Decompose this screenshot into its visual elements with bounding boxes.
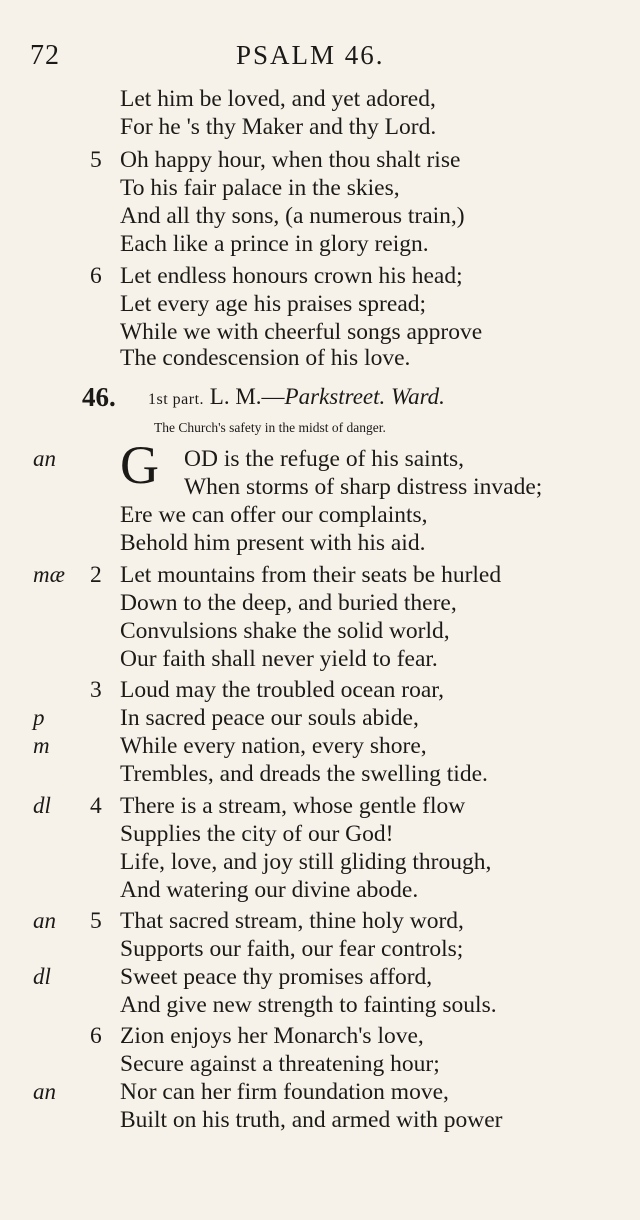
verse-line <box>0 1079 640 1109</box>
hymn-heading <box>0 382 640 416</box>
dynamic-mark: m <box>33 733 50 758</box>
verse-text: Down to the deep, and buried there, <box>120 590 457 616</box>
verse-text: Supplies the city of our God! <box>120 821 394 847</box>
verse-line <box>0 231 640 261</box>
verse-line <box>0 147 640 177</box>
verse-text: The condescension of his love. <box>120 345 411 371</box>
verse-line <box>0 793 640 823</box>
verse-line <box>0 936 640 966</box>
verse-text: Our faith shall never yield to fear. <box>120 646 438 672</box>
verse-line <box>0 1023 640 1053</box>
verse-line <box>0 964 640 994</box>
verse-line <box>0 446 640 476</box>
verse-line <box>0 345 640 375</box>
verse-line <box>0 114 640 144</box>
stanza-number: 2 <box>90 562 102 588</box>
stanza-number: 4 <box>90 793 102 819</box>
verse-text: To his fair palace in the skies, <box>120 175 400 201</box>
verse-text: Behold him present with his aid. <box>120 530 426 556</box>
verse-line <box>0 562 640 592</box>
verse-text: There is a stream, whose gentle flow <box>120 793 466 819</box>
verse-text: That sacred stream, thine holy word, <box>120 908 464 934</box>
dynamic-mark: mæ <box>33 562 65 587</box>
stanza-number: 5 <box>90 908 102 934</box>
dynamic-mark: dl <box>33 793 51 818</box>
hymn-tune: Parkstreet. <box>284 384 386 409</box>
verse-line <box>0 291 640 321</box>
verse-line <box>0 1051 640 1081</box>
verse-text: OD is the refuge of his saints, <box>184 446 464 472</box>
verse-line <box>0 821 640 851</box>
verse-line <box>0 590 640 620</box>
verse-text: Life, love, and joy still gliding through, <box>120 849 492 875</box>
verse-line <box>0 1107 640 1137</box>
stanza-number: 6 <box>90 263 102 289</box>
verse-text: For he 's thy Maker and thy Lord. <box>120 114 437 140</box>
verse-text: Let him be loved, and yet adored, <box>120 86 436 112</box>
verse-text: While every nation, every shore, <box>120 733 427 759</box>
verse-line <box>0 530 640 560</box>
verse-line <box>0 849 640 879</box>
verse-line <box>0 203 640 233</box>
verse-text: Ere we can offer our complaints, <box>120 502 428 528</box>
page-number: 72 <box>30 40 60 71</box>
verse-text: Loud may the troubled ocean roar, <box>120 677 445 703</box>
stanza-number: 5 <box>90 147 102 173</box>
verse-line <box>0 502 640 532</box>
running-title: PSALM 46. <box>236 40 385 70</box>
dynamic-mark: dl <box>33 964 51 989</box>
stanza-number: 3 <box>90 677 102 703</box>
verse-text: When storms of sharp distress invade; <box>184 474 543 500</box>
verse-line <box>0 86 640 116</box>
dynamic-mark: p <box>33 705 45 730</box>
page-header <box>0 40 640 80</box>
verse-text: Nor can her firm foundation move, <box>120 1079 449 1105</box>
verse-text: Oh happy hour, when thou shalt rise <box>120 147 461 173</box>
verse-text: Sweet peace thy promises afford, <box>120 964 433 990</box>
verse-line <box>0 618 640 648</box>
verse-text: Secure against a threatening hour; <box>120 1051 440 1077</box>
verse-line <box>0 175 640 205</box>
verse-text: Supports our faith, our fear controls; <box>120 936 464 962</box>
verse-line <box>0 908 640 938</box>
hymn-meta <box>148 384 445 410</box>
hymn-subtitle: The Church's safety in the midst of danger. <box>154 420 386 435</box>
verse-text: In sacred peace our souls abide, <box>120 705 419 731</box>
verse-text: Each like a prince in glory reign. <box>120 231 429 257</box>
verse-line <box>0 761 640 791</box>
verse-line <box>0 646 640 676</box>
verse-text: Let every age his praises spread; <box>120 291 427 317</box>
dynamic-mark: an <box>33 1079 56 1104</box>
verse-text: Zion enjoys her Monarch's love, <box>120 1023 424 1049</box>
verse-text: Trembles, and dreads the swelling tide. <box>120 761 488 787</box>
verse-text: And all thy sons, (a numerous train,) <box>120 203 465 229</box>
verse-line <box>0 677 640 707</box>
stanza-number: 6 <box>90 1023 102 1049</box>
verse-line <box>0 877 640 907</box>
hymn-number: 46. <box>82 382 116 412</box>
verse-text: And watering our divine abode. <box>120 877 419 903</box>
dynamic-mark: an <box>33 908 56 933</box>
verse-text: While we with cheerful songs approve <box>120 319 483 345</box>
hymn-composer: Ward. <box>391 384 445 409</box>
dynamic-mark: an <box>33 446 56 471</box>
verse-text: Built on his truth, and armed with power <box>120 1107 503 1133</box>
verse-line <box>0 474 640 504</box>
drop-cap: G <box>120 435 159 495</box>
verse-line <box>0 733 640 763</box>
verse-line <box>0 705 640 735</box>
hymn-meter: L. M.— <box>209 384 285 409</box>
verse-line <box>0 992 640 1022</box>
verse-text: And give new strength to fainting souls. <box>120 992 497 1018</box>
hymn-part: 1st part. <box>148 391 205 408</box>
verse-text: Let endless honours crown his head; <box>120 263 463 289</box>
verse-line <box>0 263 640 293</box>
verse-text: Let mountains from their seats be hurled <box>120 562 502 588</box>
verse-text: Convulsions shake the solid world, <box>120 618 450 644</box>
